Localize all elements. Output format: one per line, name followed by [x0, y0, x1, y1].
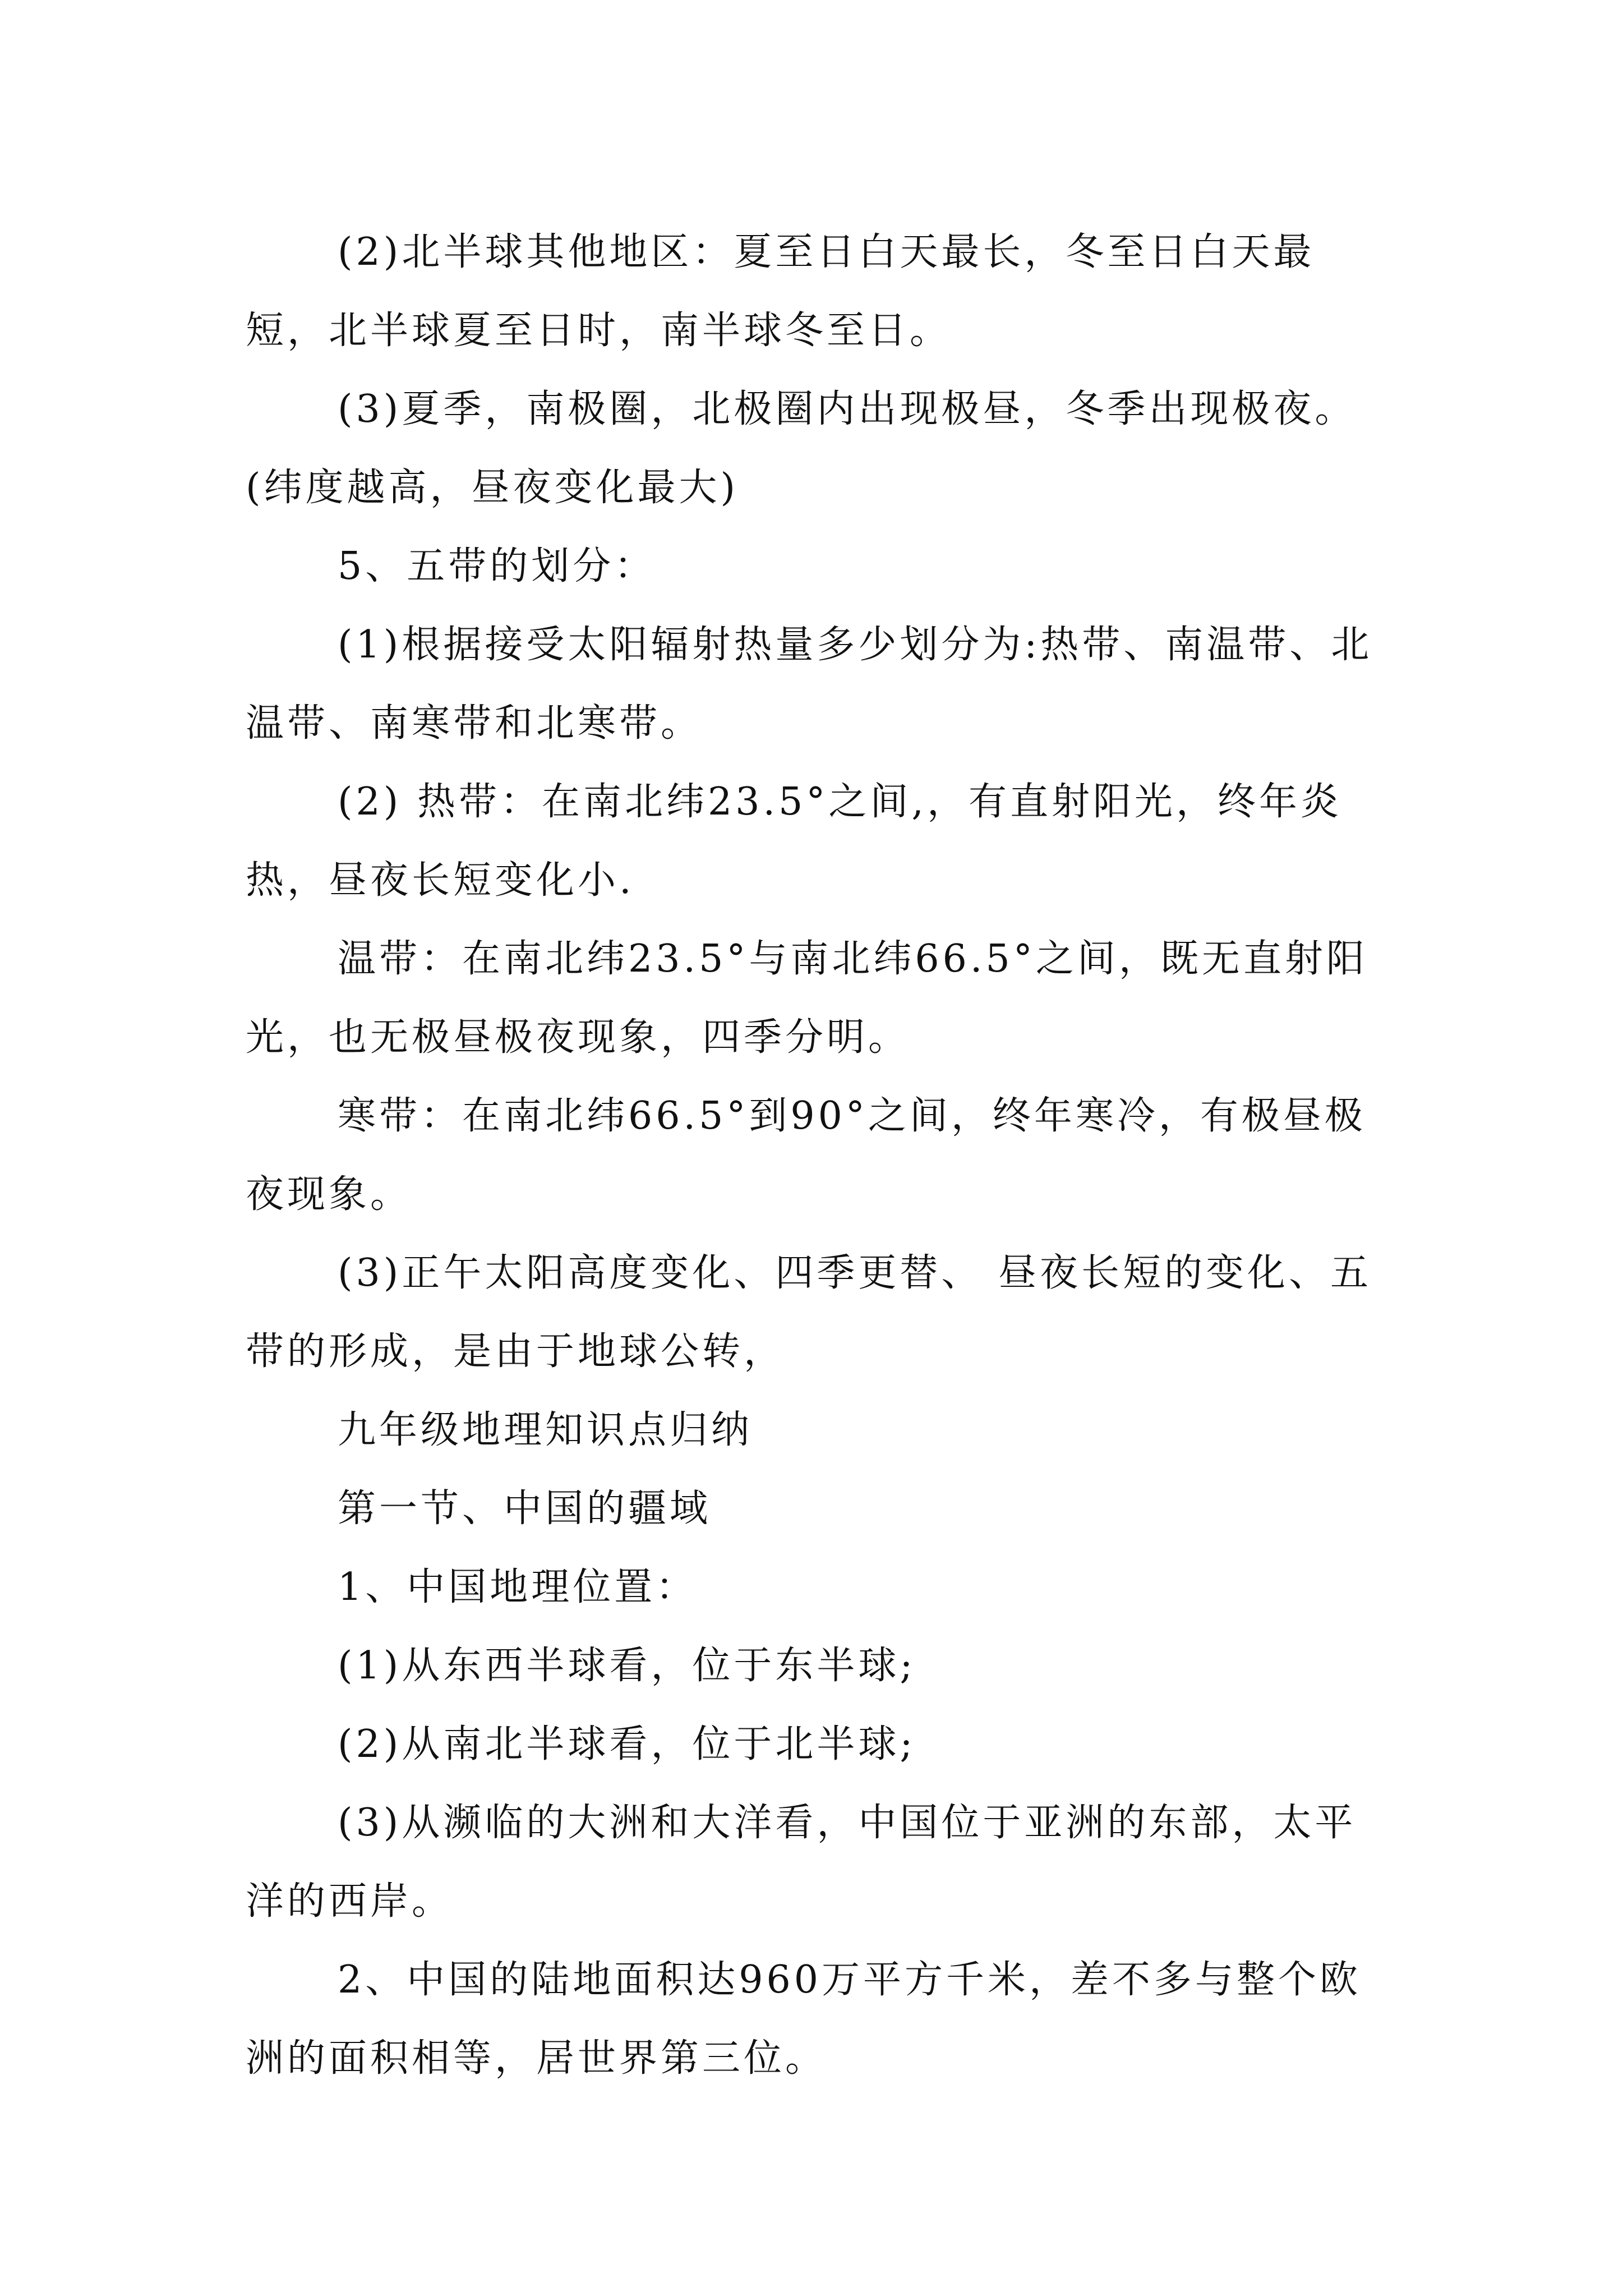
- paragraph-frigid-zone: 寒带：在南北纬66.5°到90°之间，终年寒冷，有极昼极夜现象。: [246, 1094, 1366, 1217]
- section-title-china-territory: 第一节、中国的疆域: [338, 1487, 712, 1531]
- paragraph-temperate-zone: 温带：在南北纬23.5°与南北纬66.5°之间，既无直射阳光，也无极昼极夜现象，四季分明。: [246, 937, 1368, 1060]
- paragraph-polar-day-night: (3)夏季，南极圈，北极圈内出现极昼，冬季出现极夜。(纬度越高，昼夜变化最大): [246, 387, 1357, 510]
- paragraph-earth-revolution: (3)正午太阳高度变化、四季更替、 昼夜长短的变化、五带的形成，是由于地球公转，: [246, 1251, 1372, 1374]
- document-body: [246, 213, 1395, 2098]
- heading-china-location: 1、中国地理位置：: [338, 1565, 698, 1609]
- paragraph-zone-division: (1)根据接受太阳辐射热量多少划分为:热带、南温带、北温带、南寒带和北寒带。: [246, 623, 1373, 746]
- paragraph-land-area: 2、中国的陆地面积达960万平方千米，差不多与整个欧洲的面积相等，居世界第三位。: [246, 1958, 1362, 2081]
- heading-five-zones: 5、五带的划分：: [338, 544, 656, 588]
- section-title-grade-nine: 九年级地理知识点归纳: [338, 1408, 753, 1452]
- paragraph-east-west-hemisphere: (1)从东西半球看，位于东半球;: [338, 1644, 916, 1688]
- paragraph-continent-ocean: (3)从濒临的大洲和大洋看，中国位于亚洲的东部，太平洋的西岸。: [246, 1801, 1357, 1924]
- paragraph-tropical-zone: (2) 热带：在南北纬23.5°之间,，有直射阳光，终年炎热，昼夜长短变化小.: [246, 780, 1342, 903]
- paragraph-north-south-hemisphere: (2)从南北半球看，位于北半球;: [338, 1722, 916, 1766]
- paragraph-northern-hemisphere-daylight: (2)北半球其他地区：夏至日白天最长，冬至日白天最短，北半球夏至日时，南半球冬至日。: [246, 230, 1315, 353]
